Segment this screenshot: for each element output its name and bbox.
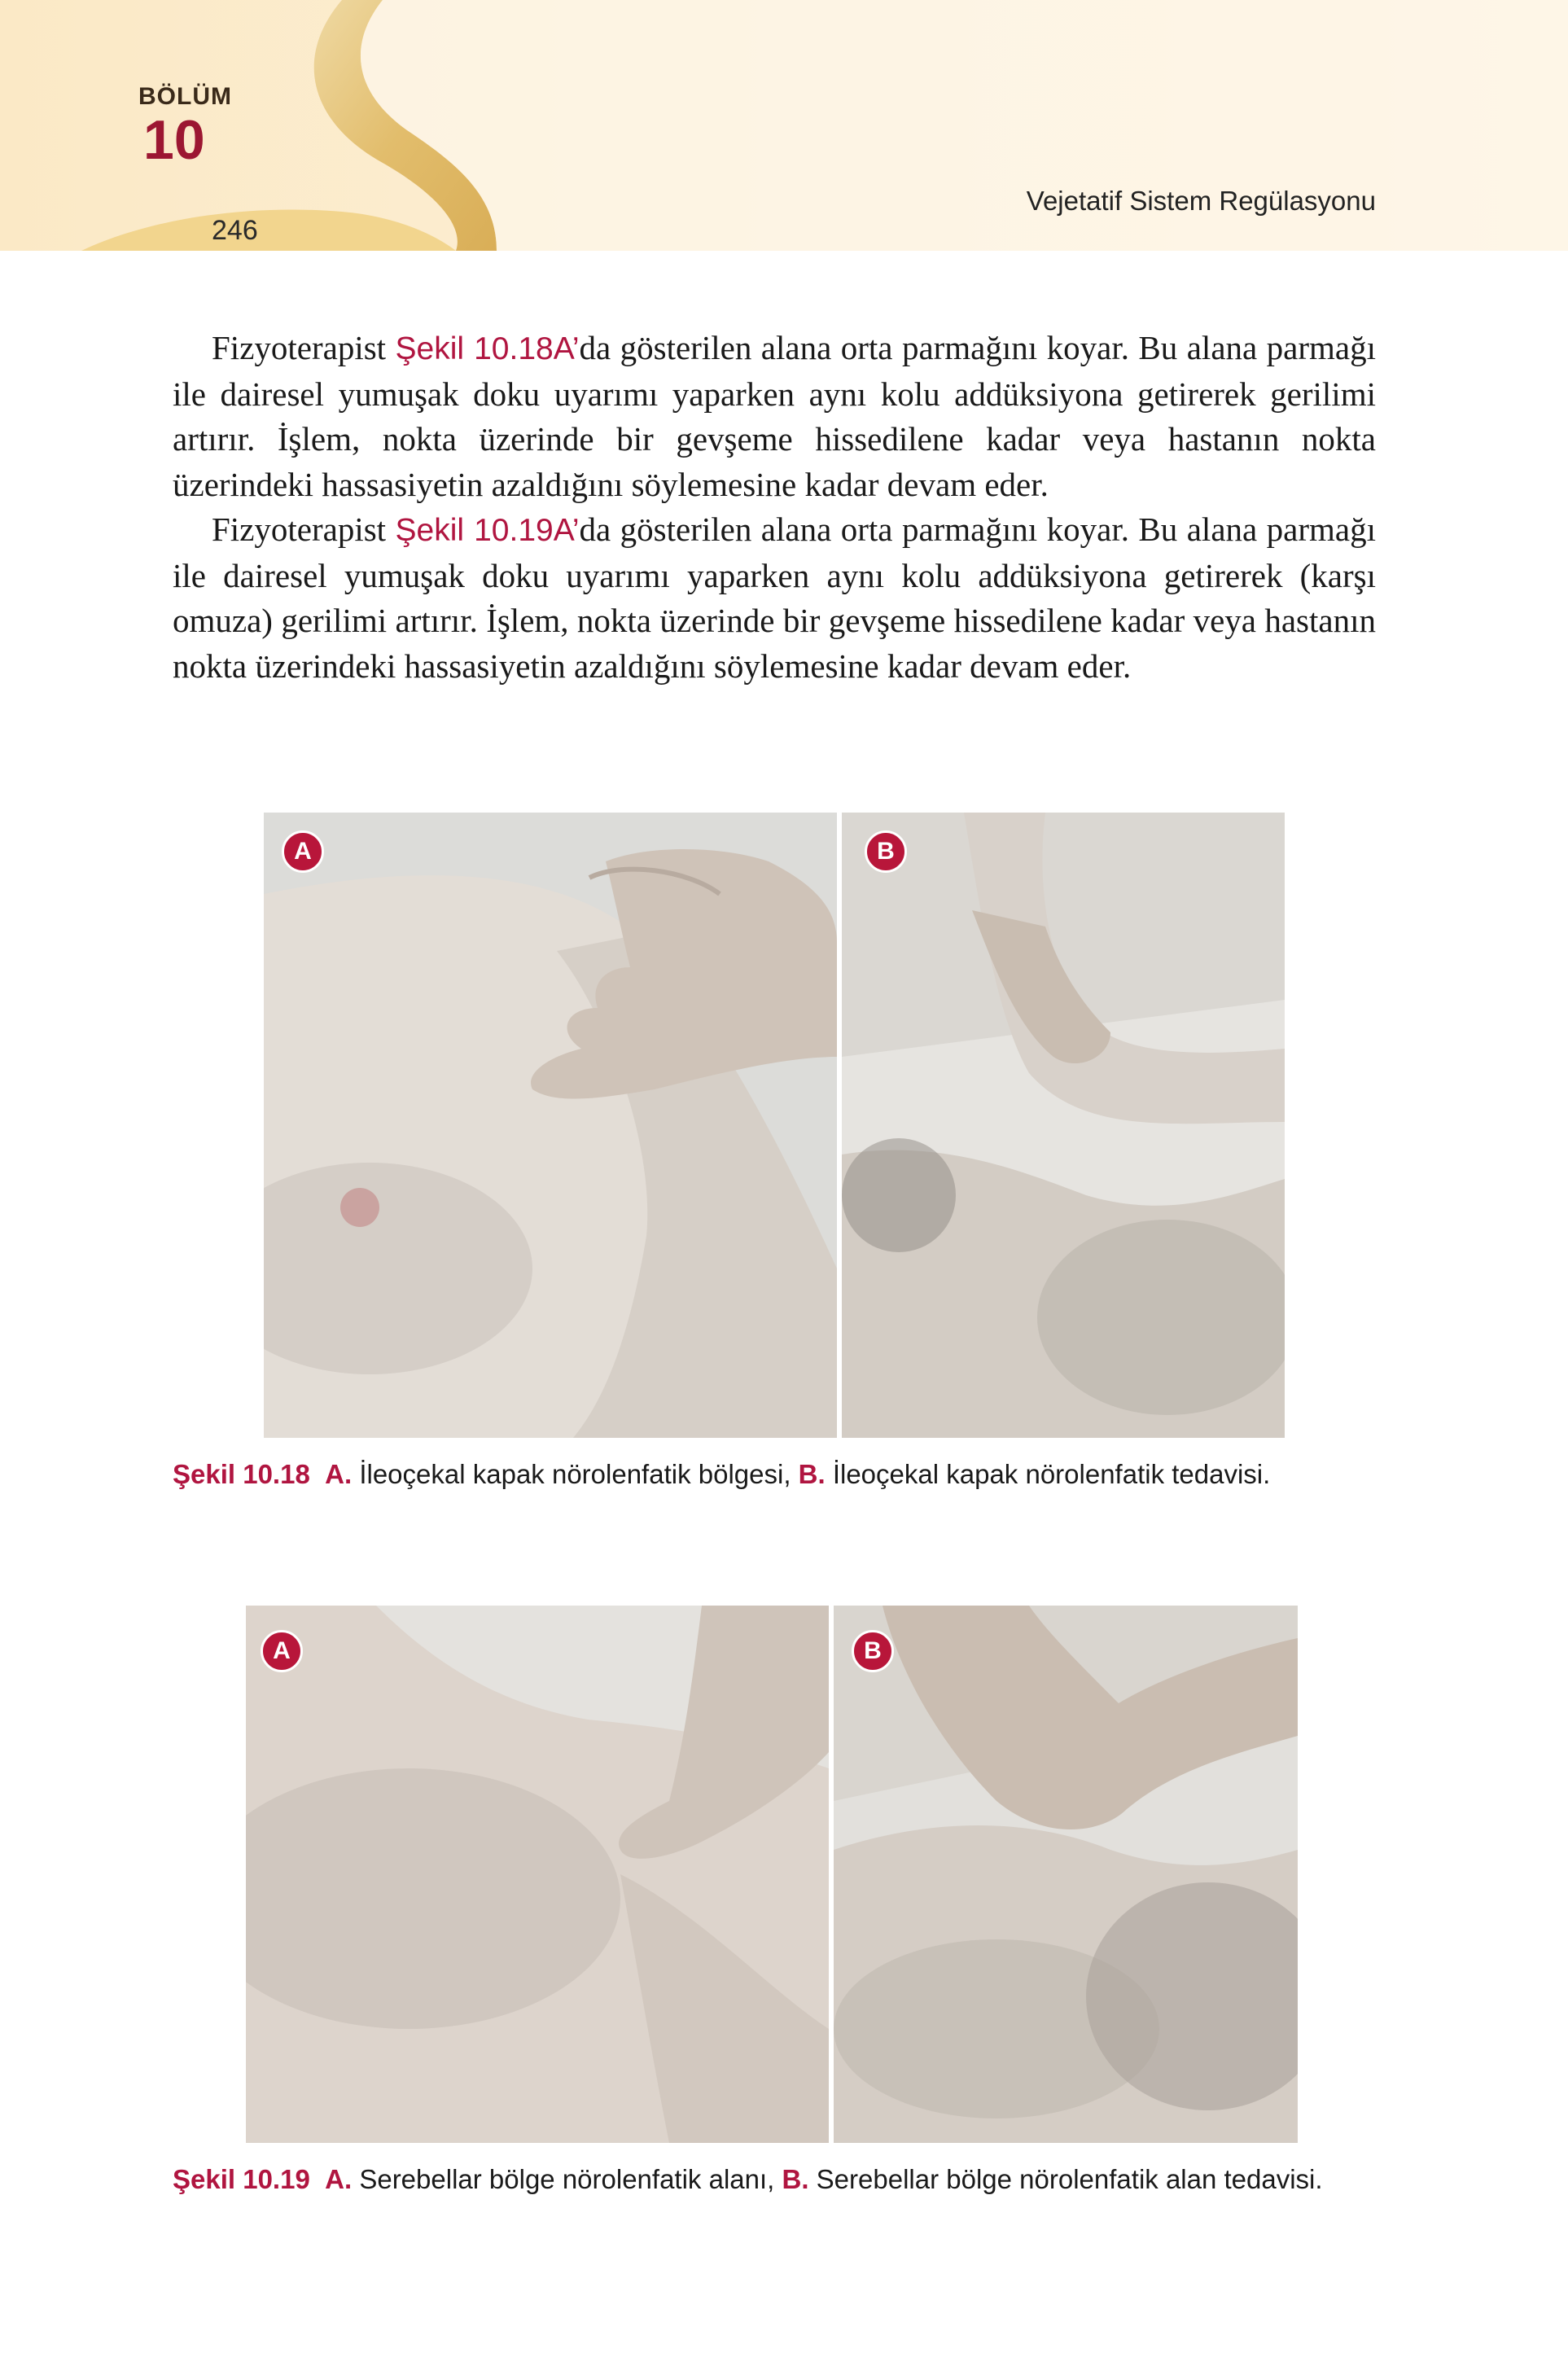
caption-text-a: İleoçekal kapak nörolenfatik bölgesi, (352, 1459, 799, 1489)
figure-caption-10-18 (173, 1459, 1270, 1490)
figure-photo-b (834, 1606, 1298, 2143)
caption-label-a: A. (325, 1459, 353, 1489)
panel-badge-a: A (261, 1630, 303, 1672)
panel-badge-b: B (852, 1630, 894, 1672)
paragraph (173, 507, 1376, 689)
caption-figure-id: Şekil 10.19 (173, 2164, 310, 2194)
paragraph-text: da gösterilen alana orta parmağını koyar. Bu alana parmağı ile dairesel yumuşak doku uyarımı yaparken aynı kolu addüksiyona getirerek (karşı omuza) gerilimi artırır. İşlem, nokta üzerinde bir gevşeme hissedilene kadar veya hastanın nokta üzerindeki hassasiyetin azaldığını söylemesine kadar devam eder. (173, 510, 1377, 685)
photo-shoulder-point-illustration (246, 1606, 829, 2143)
paragraph (173, 326, 1376, 507)
page-header (0, 0, 1568, 251)
caption-label-a: A. (325, 2164, 353, 2194)
panel-badge-b: B (865, 830, 907, 873)
caption-label-b: B. (798, 1459, 826, 1489)
paragraph-lead: Fizyoterapist (212, 329, 396, 366)
photo-shoulder-palpation-illustration (264, 813, 837, 1438)
caption-text-b: Serebellar bölge nörolenfatik alan tedavisi. (808, 2164, 1323, 2194)
figure-caption-10-19 (173, 2164, 1323, 2195)
chapter-number: 10 (143, 109, 205, 171)
figure-reference[interactable]: Şekil 10.18A’ (395, 331, 580, 366)
figure-photo-b (842, 813, 1285, 1438)
figure-10-18 (264, 813, 1285, 1438)
paragraph-lead: Fizyoterapist (212, 510, 396, 548)
body-text (173, 326, 1376, 689)
caption-label-b: B. (782, 2164, 809, 2194)
panel-badge-a: A (282, 830, 324, 873)
figure-photo-a (246, 1606, 829, 2143)
figure-10-19 (246, 1606, 1298, 2143)
photo-cross-shoulder-treatment-illustration (834, 1606, 1298, 2143)
running-title: Vejetatif Sistem Regülasyonu (1026, 186, 1376, 216)
figure-reference[interactable]: Şekil 10.19A’ (395, 513, 580, 548)
paragraph-text: da gösterilen alana orta parmağını koyar. Bu alana parmağı ile dairesel yumuşak doku uyarımı yaparken aynı kolu addüksiyona getirerek gerilimi artırır. İşlem, nokta üzerinde bir gevşeme hissedilene kadar veya hastanın nokta üzerindeki hassasiyetin azaldığını söylemesine kadar devam eder. (173, 329, 1377, 503)
page-number: 246 (212, 215, 258, 246)
caption-text-a: Serebellar bölge nörolenfatik alanı, (352, 2164, 782, 2194)
caption-figure-id: Şekil 10.18 (173, 1459, 310, 1489)
caption-text-b: İleoçekal kapak nörolenfatik tedavisi. (825, 1459, 1271, 1489)
photo-arm-adduction-illustration (842, 813, 1285, 1438)
chapter-label: BÖLÜM (138, 83, 232, 110)
figure-photo-a (264, 813, 837, 1438)
